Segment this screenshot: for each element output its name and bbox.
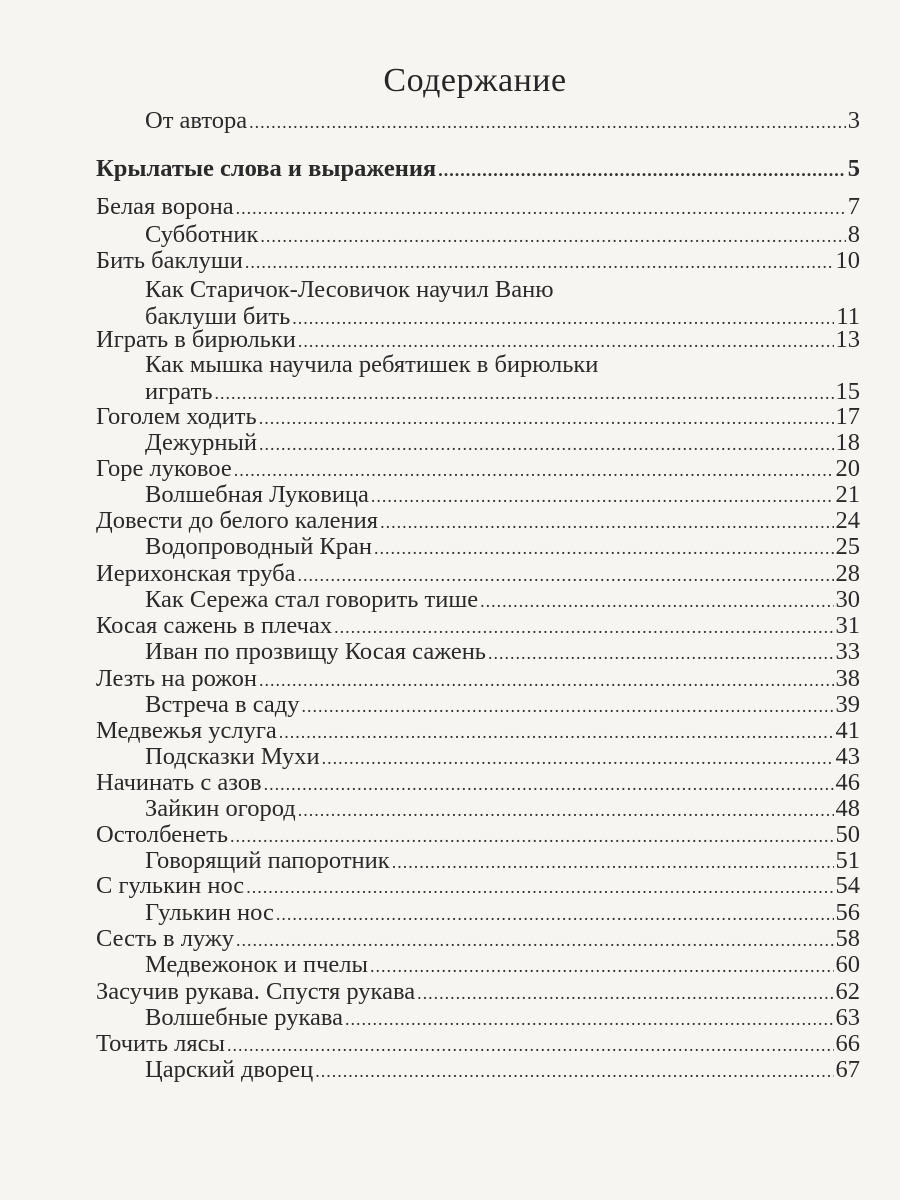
toc-entry-page: 62 xyxy=(835,978,860,1005)
toc-entry xyxy=(96,925,860,954)
toc-entry-page: 21 xyxy=(835,481,860,508)
toc-entry-title-continuation: баклуши бить xyxy=(145,303,291,330)
dot-leader xyxy=(345,1005,834,1033)
toc-entry-page: 13 xyxy=(835,326,860,353)
toc-entry-page: 60 xyxy=(835,951,860,978)
toc-entry-title: Бить баклуши xyxy=(96,247,243,274)
toc-entry-title: Подсказки Мухи xyxy=(145,743,320,770)
toc-entry-title: Гулькин нос xyxy=(145,899,274,926)
toc-entry-page: 33 xyxy=(835,638,860,665)
dot-leader xyxy=(236,926,833,954)
dot-leader xyxy=(297,561,833,589)
toc-entry-title: Встреча в саду xyxy=(145,691,300,718)
toc-entry-page: 56 xyxy=(835,899,860,926)
toc-entry-page: 10 xyxy=(835,247,860,274)
toc-entry-title: Дежурный xyxy=(145,429,257,456)
toc-entry-title: Зайкин огород xyxy=(145,795,296,822)
toc-entry xyxy=(96,769,860,798)
toc-entry-title: Царский дворец xyxy=(145,1056,314,1083)
toc-entry-title: Гоголем ходить xyxy=(96,403,257,430)
toc-entry-title: Как мышка научила ребятишек в бирюльки xyxy=(145,351,599,378)
toc-entry-page: 54 xyxy=(835,872,860,899)
toc-entry xyxy=(96,665,860,694)
toc-entry-page: 3 xyxy=(847,107,860,134)
dot-leader xyxy=(236,194,846,222)
toc-entry-title: Субботник xyxy=(145,221,259,248)
toc-entry xyxy=(145,899,860,928)
toc-entry-page: 30 xyxy=(835,586,860,613)
toc-entry xyxy=(96,872,860,901)
toc-entry xyxy=(96,455,860,484)
toc-entry-page: 17 xyxy=(835,403,860,430)
toc-entry-title: Остолбенеть xyxy=(96,821,228,848)
toc-entry-page: 41 xyxy=(835,717,860,744)
toc-entry-title: С гулькин нос xyxy=(96,872,245,899)
toc-entry-title: Косая сажень в плечах xyxy=(96,612,333,639)
toc-entry-page: 24 xyxy=(835,507,860,534)
toc-entry-page: 66 xyxy=(835,1030,860,1057)
toc-entry xyxy=(96,247,860,276)
toc-entry xyxy=(145,1004,860,1033)
toc-entry xyxy=(145,1056,860,1085)
toc-entry xyxy=(96,978,860,1007)
dot-leader xyxy=(279,718,834,746)
toc-entry xyxy=(96,193,860,222)
toc-entry-title: Как Сережа стал говорить тише xyxy=(145,586,479,613)
dot-leader xyxy=(322,744,834,772)
dot-leader xyxy=(334,613,833,641)
toc-entry-title: Крылатые слова и выражения xyxy=(96,155,437,182)
toc-entry-page: 8 xyxy=(847,221,860,248)
toc-entry-page: 43 xyxy=(835,743,860,770)
toc-entry-title: Медвежья услуга xyxy=(96,717,277,744)
toc-entry-title: Засучив рукава. Спустя рукава xyxy=(96,978,416,1005)
toc-entry xyxy=(96,821,860,850)
toc-entry xyxy=(96,1030,860,1059)
toc-entry-title: Горе луковое xyxy=(96,455,232,482)
dot-leader xyxy=(234,456,834,484)
toc-entry-title: Говорящий папоротник xyxy=(145,847,390,874)
toc-entry-title: Белая ворона xyxy=(96,193,234,220)
toc-entry-page: 48 xyxy=(835,795,860,822)
toc-entry-title: Иерихонская труба xyxy=(96,560,296,587)
dot-leader xyxy=(371,482,834,510)
toc-entry xyxy=(145,429,860,458)
toc-entry xyxy=(96,560,860,589)
dot-leader xyxy=(315,1057,833,1085)
dot-leader xyxy=(488,639,834,667)
dot-leader xyxy=(249,108,846,136)
dot-leader xyxy=(380,508,833,536)
toc-entry-title: От автора xyxy=(145,107,248,134)
toc-entry-title: Иван по прозвищу Косая сажень xyxy=(145,638,486,665)
dot-leader xyxy=(480,587,833,615)
toc-entry-page: 50 xyxy=(835,821,860,848)
dot-leader xyxy=(374,534,833,562)
toc-entry xyxy=(145,743,860,772)
dot-leader xyxy=(259,666,834,694)
toc-entry xyxy=(96,155,860,184)
toc-entry-title-continuation: играть xyxy=(145,378,213,405)
toc-entry-page: 46 xyxy=(835,769,860,796)
toc-entry-page: 51 xyxy=(835,847,860,874)
toc-entry-page: 63 xyxy=(835,1004,860,1031)
toc-entry-title: Волшебная Луковица xyxy=(145,481,369,508)
toc-entry-page: 15 xyxy=(835,378,860,405)
toc-entry-page: 39 xyxy=(835,691,860,718)
toc-entry xyxy=(145,107,860,136)
toc-entry-page: 58 xyxy=(835,925,860,952)
toc-entry-page: 18 xyxy=(835,429,860,456)
toc-entry-page: 28 xyxy=(835,560,860,587)
dot-leader xyxy=(298,796,834,824)
toc-entry-title: Начинать с азов xyxy=(96,769,262,796)
toc-entry-title: Лезть на рожон xyxy=(96,665,257,692)
toc-entry-title: Сесть в лужу xyxy=(96,925,235,952)
dot-leader xyxy=(276,900,834,928)
toc-entry xyxy=(145,586,860,615)
toc-entry-title: Играть в бирюльки xyxy=(96,326,296,353)
toc-entry-title: Как Старичок-Лесовичок научил Ваню xyxy=(145,276,554,303)
toc-entry-page: 5 xyxy=(847,155,860,182)
dot-leader xyxy=(264,770,834,798)
toc-entry-title: Довести до белого каления xyxy=(96,507,379,534)
toc-entry xyxy=(96,403,860,432)
toc-entry-title: Волшебные рукава xyxy=(145,1004,343,1031)
dot-leader xyxy=(259,430,834,458)
toc-entry xyxy=(145,691,860,720)
toc-entry-page: 67 xyxy=(835,1056,860,1083)
dot-leader xyxy=(227,1031,833,1059)
toc-entry-title: Медвежонок и пчелы xyxy=(145,951,368,978)
toc-entry xyxy=(145,795,860,824)
dot-leader xyxy=(260,222,845,250)
toc-entry xyxy=(96,717,860,746)
toc-entry xyxy=(145,221,860,250)
toc-entry-title: Водопроводный Кран xyxy=(145,533,373,560)
dot-leader xyxy=(302,692,834,720)
dot-leader xyxy=(259,404,834,432)
toc-entry xyxy=(145,533,860,562)
toc-entry xyxy=(96,507,860,536)
toc-entry-page: 20 xyxy=(835,455,860,482)
toc-entry-page: 7 xyxy=(847,193,860,220)
page-title: Содержание xyxy=(383,62,567,99)
dot-leader xyxy=(438,156,846,184)
toc-entry xyxy=(96,612,860,641)
dot-leader xyxy=(246,873,833,901)
toc-entry-title: Точить лясы xyxy=(96,1030,226,1057)
toc-entry-page: 38 xyxy=(835,665,860,692)
toc-entry-page: 25 xyxy=(835,533,860,560)
dot-leader xyxy=(230,822,834,850)
dot-leader xyxy=(245,248,834,276)
dot-leader xyxy=(370,952,834,980)
toc-entry xyxy=(145,638,860,667)
toc-entry-page: 31 xyxy=(835,612,860,639)
toc-entry xyxy=(145,951,860,980)
toc-entry-page: 11 xyxy=(836,303,860,330)
toc-entry xyxy=(145,481,860,510)
dot-leader xyxy=(417,979,833,1007)
